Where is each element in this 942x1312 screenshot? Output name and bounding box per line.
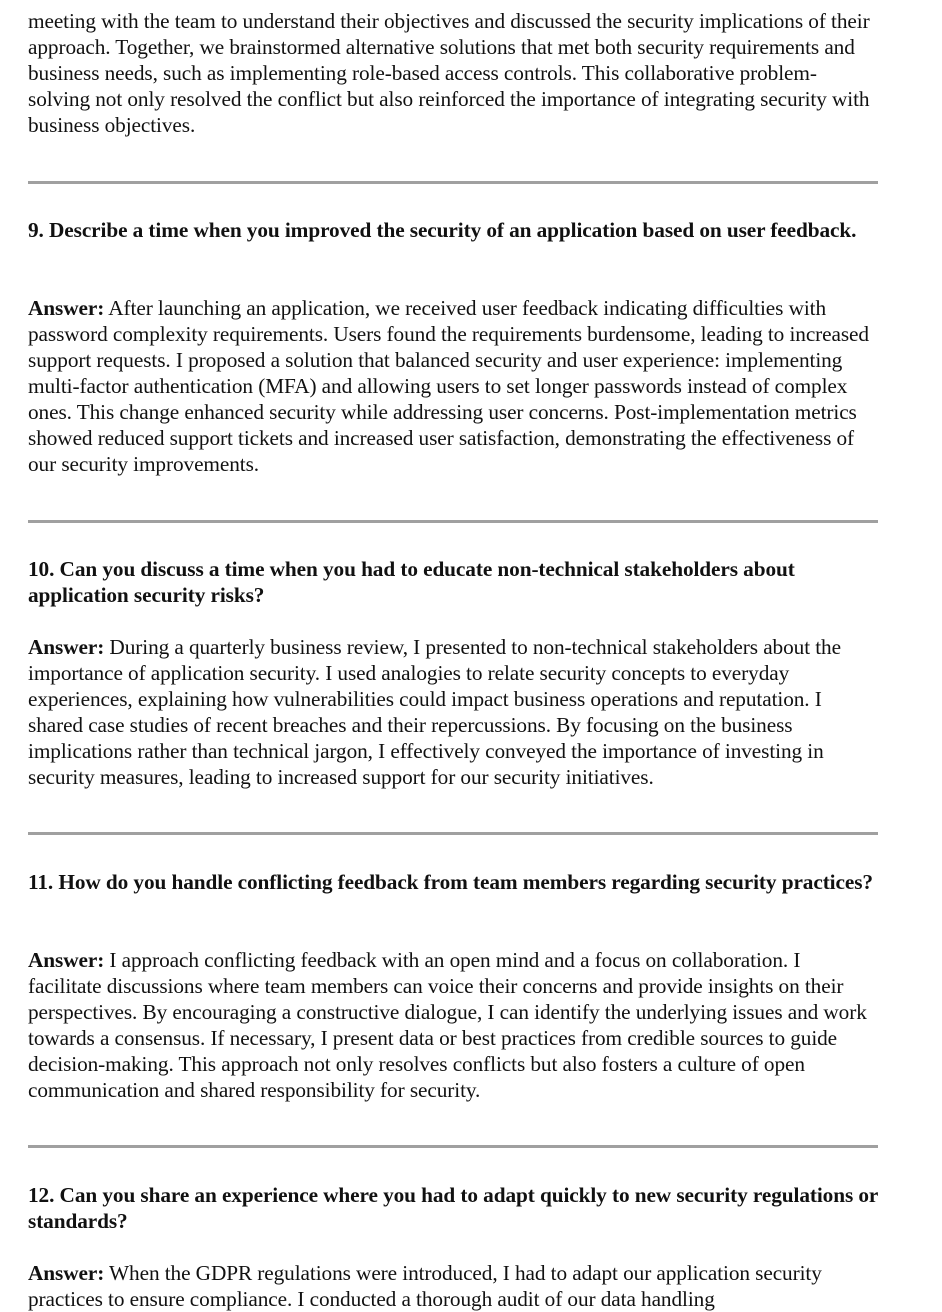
- answer-label: Answer:: [28, 635, 105, 659]
- answer-label: Answer:: [28, 296, 105, 320]
- answer-paragraph-12: [28, 1260, 878, 1312]
- answer-text: When the GDPR regulations were introduced, I had to adapt our application security practices to ensure compliance. I conducted a thorough audit of our data handling: [28, 1261, 822, 1311]
- answer-text: I approach conflicting feedback with an open mind and a focus on collaboration. I facilitate discussions where team members can voice their concerns and provide insights on their perspectives. By encouraging a constructive dialogue, I can identify the underlying issues and work towards a consensus. If necessary, I present data or best practices from credible sources to guide decision-making. This approach not only resolves conflicts but also fosters a culture of open communication and shared responsibility for security.: [28, 948, 867, 1102]
- answer-text: After launching an application, we received user feedback indicating difficulties with password complexity requirements. Users found the requirements burdensome, leading to increased support requests. I proposed a solution that balanced security and user experience: implementing multi-factor authentication (MFA) and allowing users to set longer passwords instead of complex ones. This change enhanced security while addressing user concerns. Post-implementation metrics showed reduced support tickets and increased user satisfaction, demonstrating the effectiveness of our security improvements.: [28, 296, 869, 476]
- question-heading-12: 12. Can you share an experience where you had to adapt quickly to new security regulations or standards?: [28, 1183, 878, 1233]
- question-heading-11: 11. How do you handle conflicting feedback from team members regarding security practices?: [28, 870, 873, 894]
- lead-paragraph: meeting with the team to understand their objectives and discussed the security implications of their approach. Together, we brainstormed alternative solutions that met both security requirements and business needs, such as implementing role-based access controls. This collaborative problem-solving not only resolved the conflict but also reinforced the importance of integrating security with business objectives.: [28, 9, 870, 137]
- answer-text: During a quarterly business review, I presented to non-technical stakeholders about the importance of application security. I used analogies to relate security concepts to everyday experiences, explaining how vulnerabilities could impact business operations and reputation. I shared case studies of recent breaches and their repercussions. By focusing on the business implications rather than technical jargon, I effectively conveyed the importance of investing in security measures, leading to increased support for our security initiatives.: [28, 635, 841, 789]
- section-divider: [28, 520, 878, 523]
- section-divider: [28, 181, 878, 184]
- answer-paragraph-9: [28, 295, 878, 477]
- answer-paragraph-10: [28, 634, 878, 790]
- question-heading-10: 10. Can you discuss a time when you had to educate non-technical stakeholders about application security risks?: [28, 557, 795, 607]
- section-divider: [28, 832, 878, 835]
- answer-label: Answer:: [28, 1261, 105, 1285]
- section-divider: [28, 1145, 878, 1148]
- answer-label: Answer:: [28, 948, 105, 972]
- question-heading-9: 9. Describe a time when you improved the security of an application based on user feedback.: [28, 218, 857, 242]
- answer-paragraph-11: [28, 947, 878, 1103]
